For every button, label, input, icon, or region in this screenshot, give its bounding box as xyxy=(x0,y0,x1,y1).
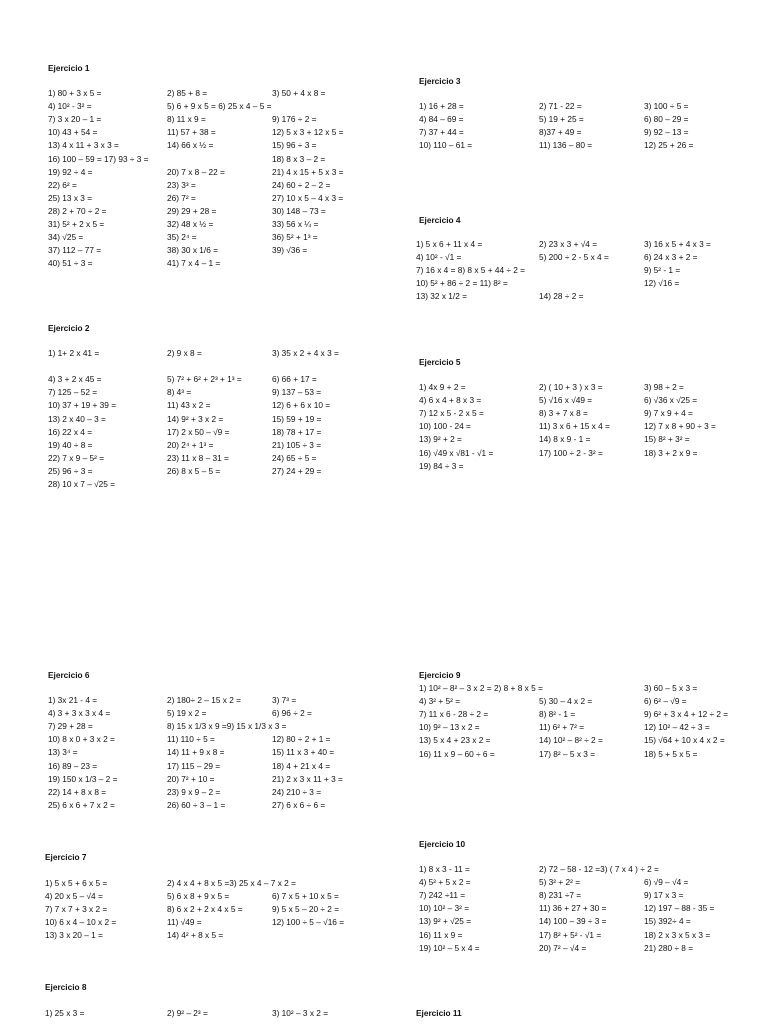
exercise-problem: 11) √49 = xyxy=(167,917,202,928)
exercise-problem: 16) 100 – 59 = 17) 93 ÷ 3 = xyxy=(48,153,149,164)
exercise-problem: 3) 7³ = xyxy=(272,695,297,705)
exercise-problem: 18) 2 x 3 x 5 x 3 = xyxy=(644,929,711,940)
exercise-problem: 14) 100 – 39 ÷ 3 = xyxy=(539,916,607,927)
exercise-problem: 16) √49 x √81 - √1 = xyxy=(419,447,494,458)
exercise-problem: 1) 1+ 2 x 41 = xyxy=(48,348,100,358)
exercise-problem: 18) 78 + 17 = xyxy=(272,426,322,437)
exercise-problem: 14) 28 ÷ 2 = xyxy=(539,291,584,302)
exercise-problem: 16) 11 x 9 = xyxy=(419,929,463,940)
exercise-problem: 9) 176 ÷ 2 = xyxy=(272,114,317,125)
exercise-problem: 10) 100 - 24 = xyxy=(419,421,471,432)
exercise-problem: 11) 110 ÷ 5 = xyxy=(167,734,215,745)
exercise-problem: 21) 2 x 3 x 11 + 3 = xyxy=(272,773,343,784)
exercise-problem: 5) 6 + 9 x 5 = 6) 25 x 4 – 5 = xyxy=(167,101,272,112)
exercise-problem: 14) 11 + 9 x 8 = xyxy=(167,747,225,758)
exercise-problem: 10) 5² + 86 ÷ 2 = 11) 8² = xyxy=(416,278,508,289)
exercise-problem: 6) 66 + 17 = xyxy=(272,374,317,385)
exercise-problem: 16) 22 x 4 = xyxy=(48,426,93,437)
exercise-problem: 3) 35 x 2 + 4 x 3 = xyxy=(272,348,339,358)
exercise-problem: 8) 11 x 9 = xyxy=(167,114,206,125)
exercise-problem: 8) 15 x 1/3 x 9 =9) 15 x 1/3 x 3 = xyxy=(167,721,287,732)
exercise-problem: 2) ( 10 + 3 ) x 3 = xyxy=(539,382,603,392)
exercise-problem: 10) 110 – 61 = xyxy=(419,140,473,151)
exercise-problem: 12) 10² – 42 ÷ 3 = xyxy=(644,722,710,733)
exercise-problem: 14) 10² – 8² ÷ 2 = xyxy=(539,735,603,746)
exercise-problem: 4) 5² + 5 x 2 = xyxy=(419,877,471,888)
exercise-problem: 22) 14 + 8 x 8 = xyxy=(48,786,107,797)
exercise-problem: 6) 96 ÷ 2 = xyxy=(272,708,312,719)
exercise-problem: 7) 37 + 44 = xyxy=(419,127,464,138)
exercise-problem: 13) 2 x 40 – 3 = xyxy=(48,413,106,424)
exercise-problem: 13) 4 x 11 + 3 x 3 = xyxy=(48,140,119,151)
exercise-problem: 8) 8² - 1 = xyxy=(539,709,576,720)
exercise-problem: 28) 2 + 70 ÷ 2 = xyxy=(48,205,107,216)
exercise-problem: 21) 105 ÷ 3 = xyxy=(272,439,322,450)
exercise-problem: 3) 16 x 5 + 4 x 3 = xyxy=(644,239,711,249)
exercise-problem: 19) 10² – 5 x 4 = xyxy=(419,942,480,953)
exercise-problem: 10) 9² – 13 x 2 = xyxy=(419,722,480,733)
exercise-problem: 13) 9² + √25 = xyxy=(419,916,472,927)
exercise-title: Ejercicio 5 xyxy=(419,357,461,367)
exercise-title: Ejercicio 8 xyxy=(45,982,87,992)
exercise-problem: 2) 71 - 22 = xyxy=(539,101,582,111)
exercise-problem: 15) 392÷ 4 = xyxy=(644,916,691,927)
exercise-problem: 7) 3 x 20 – 1 = xyxy=(48,114,102,125)
exercise-problem: 10) 6 x 4 – 10 x 2 = xyxy=(45,917,117,928)
exercise-problem: 10) 43 + 54 = xyxy=(48,127,98,138)
exercise-problem: 1) 25 x 3 = xyxy=(45,1008,85,1018)
exercise-title: Ejercicio 7 xyxy=(45,852,87,862)
exercise-title: Ejercicio 11 xyxy=(416,1008,462,1018)
exercise-problem: 10) 10² – 3² = xyxy=(419,903,470,914)
exercise-problem: 12) √16 = xyxy=(644,278,680,289)
exercise-problem: 1) 5 x 6 + 11 x 4 = xyxy=(416,239,483,249)
exercise-problem: 5) 6 x 8 + 9 x 5 = xyxy=(167,891,230,902)
exercise-problem: 11) 136 – 80 = xyxy=(539,140,593,151)
exercise-problem: 2) 9 x 8 = xyxy=(167,348,202,358)
exercise-problem: 15) 11 x 3 + 40 = xyxy=(272,747,335,758)
exercise-problem: 18) 3 + 2 x 9 = xyxy=(644,447,698,458)
exercise-problem: 38) 30 x 1/6 = xyxy=(167,245,218,256)
exercise-problem: 21) 280 ÷ 8 = xyxy=(644,942,694,953)
exercise-problem: 17) 115 – 29 = xyxy=(167,760,221,771)
exercise-problem: 21) 4 x 15 + 5 x 3 = xyxy=(272,166,344,177)
exercise-problem: 15) 59 + 19 = xyxy=(272,413,322,424)
exercise-problem: 7) 11 x 6 - 28 ÷ 2 = xyxy=(419,709,489,720)
exercise-problem: 1) 80 + 3 x 5 = xyxy=(48,88,102,98)
exercise-problem: 25) 6 x 6 + 7 x 2 = xyxy=(48,799,115,810)
exercise-problem: 8) 3 + 7 x 8 = xyxy=(539,408,588,419)
exercise-problem: 4) 20 x 5 – √4 = xyxy=(45,891,103,902)
exercise-problem: 19) 150 x 1/3 – 2 = xyxy=(48,773,118,784)
exercise-problem: 12) 100 ÷ 5 – √16 = xyxy=(272,917,345,928)
exercise-problem: 9) 5 x 5 – 20 ÷ 2 = xyxy=(272,904,340,915)
exercise-problem: 19) 40 ÷ 8 = xyxy=(48,439,93,450)
exercise-problem: 4) 3² + 5² = xyxy=(419,696,461,707)
exercise-problem: 1) 3x 21 - 4 = xyxy=(48,695,98,705)
exercise-problem: 17) 2 x 50 – √9 = xyxy=(167,426,230,437)
exercise-problem: 5) 200 ÷ 2 - 5 x 4 = xyxy=(539,252,609,263)
exercise-problem: 27) 6 x 6 ÷ 6 = xyxy=(272,799,326,810)
exercise-problem: 1) 10² – 8² – 3 x 2 = 2) 8 + 8 x 5 = xyxy=(419,683,543,693)
exercise-problem: 11) 36 + 27 + 30 = xyxy=(539,903,607,914)
exercise-problem: 7) 16 x 4 = 8) 8 x 5 + 44 ÷ 2 = xyxy=(416,265,526,276)
exercise-problem: 34) √25 = xyxy=(48,232,84,243)
exercise-title: Ejercicio 2 xyxy=(48,323,90,333)
exercise-problem: 7) 242 ÷11 = xyxy=(419,890,466,901)
exercise-problem: 8)37 + 49 = xyxy=(539,127,582,138)
exercise-problem: 18) 8 x 3 – 2 = xyxy=(272,153,326,164)
exercise-problem: 9) 137 – 53 = xyxy=(272,387,322,398)
exercise-problem: 6) √9 – √4 = xyxy=(644,877,689,888)
exercise-problem: 9) 17 x 3 = xyxy=(644,890,684,901)
exercise-problem: 39) √36 = xyxy=(272,245,308,256)
exercise-problem: 35) 2⁴ = xyxy=(167,232,197,243)
exercise-problem: 9) 5² - 1 = xyxy=(644,265,681,276)
exercise-problem: 18) 5 + 5 x 5 = xyxy=(644,748,698,759)
exercise-problem: 24) 65 ÷ 5 = xyxy=(272,452,317,463)
exercise-problem: 33) 56 x ¼ = xyxy=(272,219,319,229)
exercise-problem: 2) 72 – 58 - 12 =3) ( 7 x 4 ) ÷ 2 = xyxy=(539,864,659,874)
exercise-problem: 12) 6 + 6 x 10 = xyxy=(272,400,331,411)
exercise-problem: 11) 57 + 38 = xyxy=(167,127,216,138)
exercise-problem: 17) 100 ÷ 2 - 3² = xyxy=(539,447,603,458)
exercise-problem: 20) 7 x 8 – 22 = xyxy=(167,166,225,177)
exercise-problem: 14) 4² + 8 x 5 = xyxy=(167,930,224,941)
exercise-problem: 13) 9² + 2 = xyxy=(419,434,462,445)
exercise-problem: 8) 231 ÷7 = xyxy=(539,890,582,901)
exercise-problem: 11) 43 x 2 = xyxy=(167,400,211,411)
exercise-problem: 26) 7² = xyxy=(167,192,196,203)
exercise-problem: 2) 180÷ 2 – 15 x 2 = xyxy=(167,695,241,705)
exercise-problem: 19) 84 ÷ 3 = xyxy=(419,460,464,471)
exercise-problem: 7) 29 + 28 = xyxy=(48,721,93,732)
exercise-problem: 8) 4³ = xyxy=(167,387,192,398)
exercise-problem: 3) 100 ÷ 5 = xyxy=(644,101,689,111)
exercise-problem: 2) 85 + 8 = xyxy=(167,88,208,98)
exercise-problem: 32) 48 x ½ = xyxy=(167,219,214,229)
exercise-problem: 5) 7² + 6² + 2³ + 1³ = xyxy=(167,374,242,385)
exercise-problem: 13) 32 x 1/2 = xyxy=(416,291,467,302)
exercise-problem: 36) 5² + 1³ = xyxy=(272,232,318,243)
exercise-problem: 1) 16 + 28 = xyxy=(419,101,464,111)
exercise-problem: 26) 8 x 5 – 5 = xyxy=(167,465,221,476)
exercise-problem: 5) 19 + 25 = xyxy=(539,114,584,125)
exercise-problem: 6) √36 x √25 = xyxy=(644,395,698,406)
exercise-problem: 3) 60 – 5 x 3 = xyxy=(644,683,698,693)
exercise-problem: 6) 6² – √9 = xyxy=(644,696,687,707)
exercise-problem: 25) 96 ÷ 3 = xyxy=(48,465,93,476)
exercise-problem: 24) 60 ÷ 2 – 2 = xyxy=(272,179,331,190)
exercise-problem: 23) 11 x 8 – 31 = xyxy=(167,452,229,463)
exercise-problem: 10) 37 + 19 + 39 = xyxy=(48,400,117,411)
exercise-problem: 6) 24 x 3 + 2 = xyxy=(644,252,698,263)
exercise-problem: 27) 24 + 29 = xyxy=(272,465,322,476)
exercise-problem: 4) 6 x 4 + 8 x 3 = xyxy=(419,395,482,406)
exercise-problem: 4) 84 – 69 = xyxy=(419,114,464,125)
exercise-problem: 20) 7² + 10 = xyxy=(167,773,215,784)
exercise-problem: 3) 98 ÷ 2 = xyxy=(644,382,684,392)
exercise-problem: 20) 7² – √4 = xyxy=(539,942,587,953)
exercise-problem: 5) 30 – 4 x 2 = xyxy=(539,696,593,707)
exercise-problem: 22) 6² = xyxy=(48,179,77,190)
exercise-problem: 28) 10 x 7 – √25 = xyxy=(48,479,116,489)
exercise-problem: 26) 60 ÷ 3 – 1 = xyxy=(167,799,226,810)
exercise-problem: 23) 9 x 9 – 2 = xyxy=(167,786,221,797)
exercise-problem: 40) 51 ÷ 3 = xyxy=(48,258,93,269)
exercise-problem: 22) 7 x 9 – 5² = xyxy=(48,452,105,463)
exercise-problem: 11) 3 x 6 + 15 x 4 = xyxy=(539,421,610,432)
exercise-problem: 5) 19 x 2 = xyxy=(167,708,207,719)
exercise-problem: 13) 3 x 20 – 1 = xyxy=(45,930,103,941)
exercise-problem: 14) 9² + 3 x 2 = xyxy=(167,413,224,424)
exercise-problem: 4) 3 + 3 x 3 x 4 = xyxy=(48,708,111,719)
exercise-problem: 15) 8² + 3² = xyxy=(644,434,690,445)
exercise-problem: 16) 11 x 9 – 60 ÷ 6 = xyxy=(419,748,495,759)
exercise-problem: 16) 89 – 23 = xyxy=(48,760,98,771)
exercise-problem: 12) 80 ÷ 2 + 1 = xyxy=(272,734,331,745)
exercise-problem: 25) 13 x 3 = xyxy=(48,192,93,203)
exercise-problem: 5) √16 x √49 = xyxy=(539,395,593,406)
exercise-problem: 11) 6² + 7² = xyxy=(539,722,585,733)
exercise-problem: 15) √64 + 10 x 4 x 2 = xyxy=(644,735,725,746)
exercise-problem: 15) 96 ÷ 3 = xyxy=(272,140,317,151)
exercise-title: Ejercicio 3 xyxy=(419,76,461,86)
exercise-problem: 30) 148 – 73 = xyxy=(272,205,326,216)
exercise-problem: 12) 197 – 88 - 35 = xyxy=(644,903,715,914)
exercise-problem: 2) 4 x 4 + 8 x 5 =3) 25 x 4 – 7 x 2 = xyxy=(167,878,296,888)
exercise-problem: 3) 10² – 3 x 2 = xyxy=(272,1008,329,1018)
exercise-problem: 37) 112 – 77 = xyxy=(48,245,102,256)
exercise-problem: 31) 5² + 2 x 5 = xyxy=(48,219,105,229)
exercise-problem: 14) 66 x ½ = xyxy=(167,140,214,151)
exercise-title: Ejercicio 10 xyxy=(419,839,466,849)
exercise-problem: 13) 3⁴ = xyxy=(48,747,78,758)
exercise-problem: 41) 7 x 4 – 1 = xyxy=(167,258,221,269)
exercise-problem: 1) 4x 9 + 2 = xyxy=(419,382,466,392)
exercise-problem: 6) 80 – 29 = xyxy=(644,114,689,125)
exercise-problem: 4) 10² - √1 = xyxy=(416,252,462,263)
exercise-problem: 9) 6² + 3 x 4 + 12 ÷ 2 = xyxy=(644,709,729,720)
exercise-problem: 7) 12 x 5 - 2 x 5 = xyxy=(419,408,484,419)
exercise-problem: 9) 92 – 13 = xyxy=(644,127,689,138)
exercise-problem: 4) 10² - 3² = xyxy=(48,101,92,112)
exercise-problem: 14) 8 x 9 - 1 = xyxy=(539,434,591,445)
exercise-problem: 3) 50 + 4 x 8 = xyxy=(272,88,326,98)
exercise-problem: 12) 7 x 8 + 90 ÷ 3 = xyxy=(644,421,716,432)
exercise-title: Ejercicio 4 xyxy=(419,215,461,225)
exercise-problem: 29) 29 + 28 = xyxy=(167,205,217,216)
exercise-problem: 12) 25 + 26 = xyxy=(644,140,694,151)
exercise-problem: 20) 2⁴ + 1³ = xyxy=(167,439,214,450)
exercise-problem: 1) 5 x 5 + 6 x 5 = xyxy=(45,878,108,888)
exercise-problem: 7) 7 x 7 + 3 x 2 = xyxy=(45,904,108,915)
exercise-problem: 12) 5 x 3 + 12 x 5 = xyxy=(272,127,344,138)
exercise-problem: 2) 23 x 3 + √4 = xyxy=(539,239,598,249)
exercise-problem: 24) 210 ÷ 3 = xyxy=(272,786,322,797)
exercise-problem: 4) 3 + 2 x 45 = xyxy=(48,374,102,385)
exercise-problem: 2) 9² – 2³ = xyxy=(167,1008,208,1018)
exercise-problem: 23) 3³ = xyxy=(167,179,196,190)
exercise-problem: 17) 8² + 5² - √1 = xyxy=(539,929,602,940)
exercise-problem: 6) 7 x 5 + 10 x 5 = xyxy=(272,891,339,902)
exercise-title: Ejercicio 6 xyxy=(48,670,90,680)
exercise-problem: 18) 4 + 21 x 4 = xyxy=(272,760,331,771)
exercise-problem: 13) 5 x 4 + 23 x 2 = xyxy=(419,735,491,746)
exercise-problem: 17) 8² – 5 x 3 = xyxy=(539,748,596,759)
exercise-problem: 19) 92 ÷ 4 = xyxy=(48,166,93,177)
exercise-problem: 5) 3² + 2² = xyxy=(539,877,581,888)
exercise-problem: 9) 7 x 9 + 4 = xyxy=(644,408,693,419)
exercise-problem: 7) 125 – 52 = xyxy=(48,387,98,398)
exercise-problem: 8) 6 x 2 + 2 x 4 x 5 = xyxy=(167,904,243,915)
exercise-problem: 27) 10 x 5 – 4 x 3 = xyxy=(272,192,344,203)
exercise-title: Ejercicio 9 xyxy=(419,670,461,680)
exercise-problem: 10) 8 x 0 + 3 x 2 = xyxy=(48,734,115,745)
exercise-title: Ejercicio 1 xyxy=(48,63,90,73)
exercise-problem: 1) 8 x 3 - 11 = xyxy=(419,864,470,874)
